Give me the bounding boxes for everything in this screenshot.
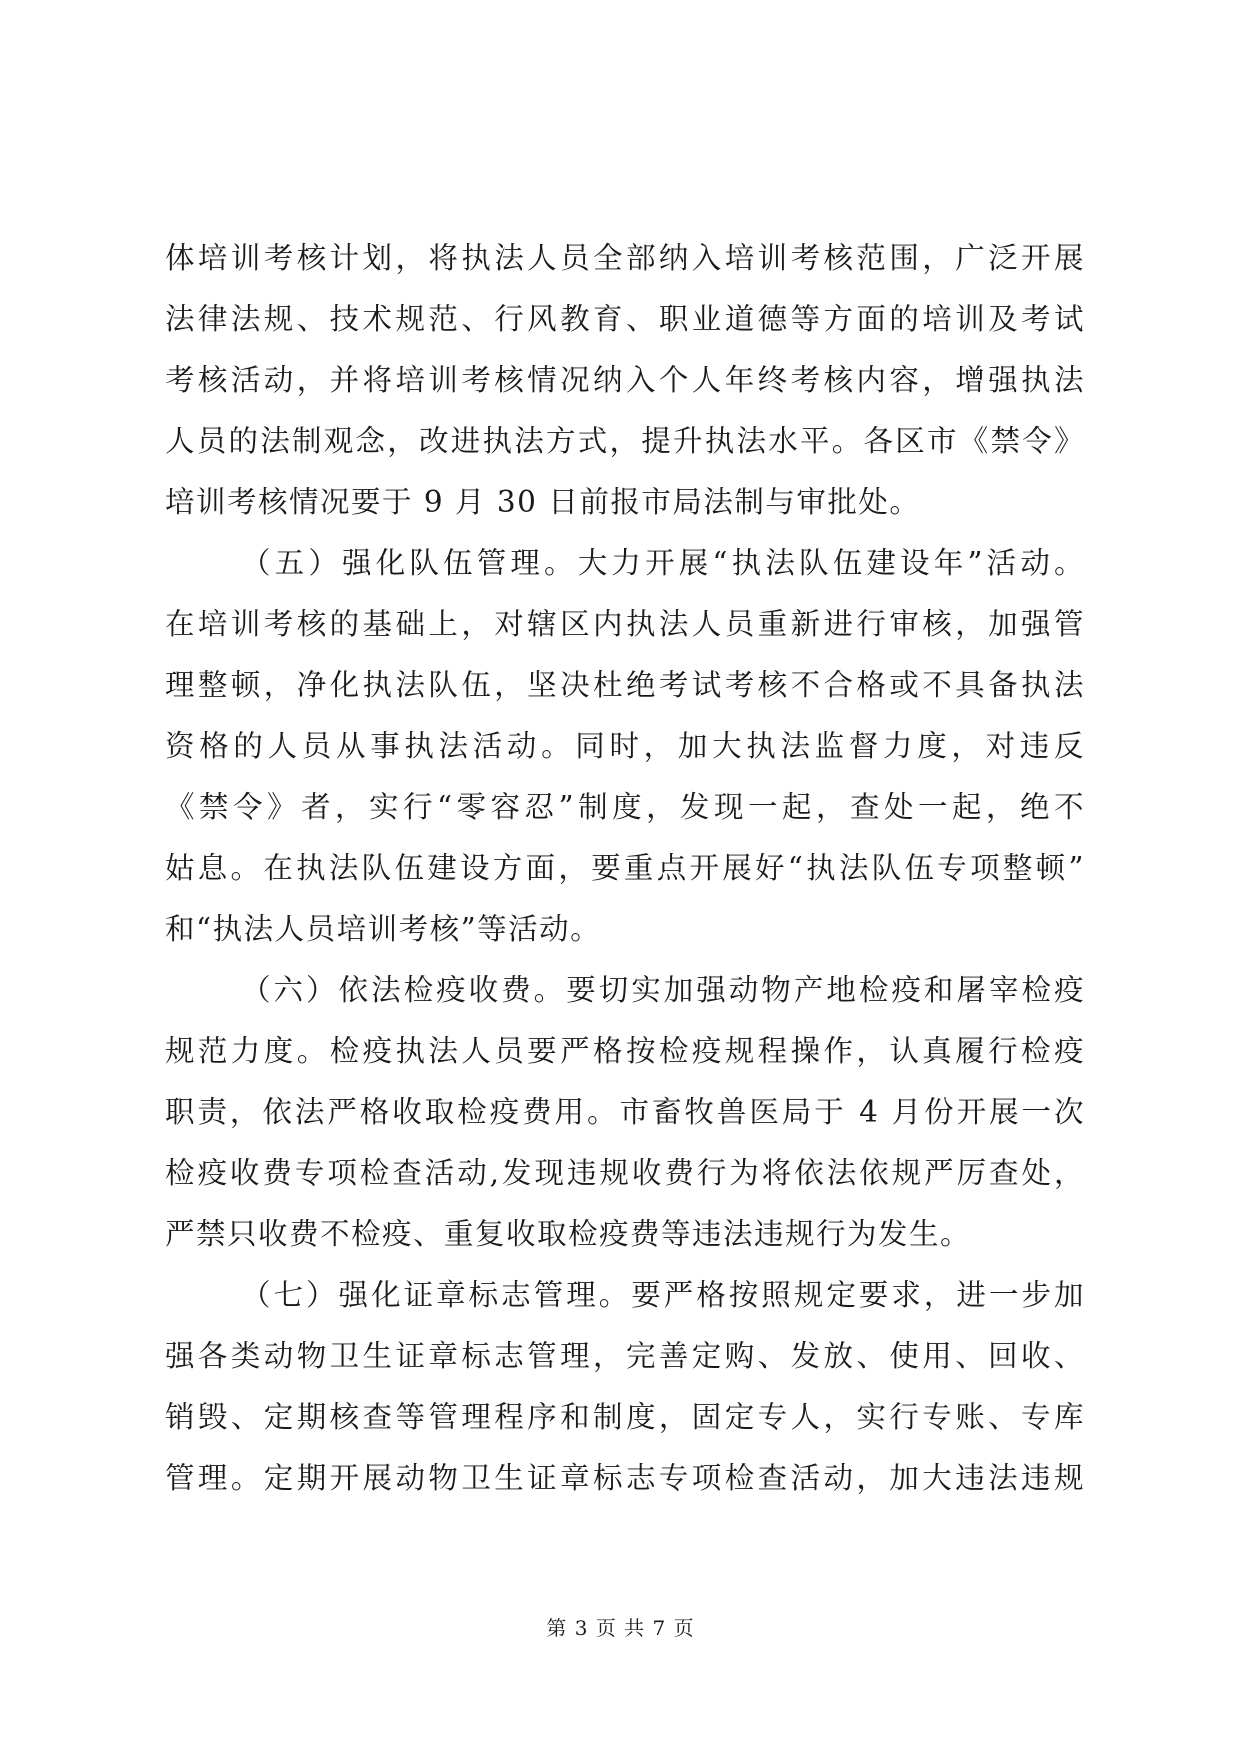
- text-line: 《禁令》者，实行“零容忍”制度，发现一起，查处一起，绝不: [165, 790, 1085, 824]
- text-line: 管理。定期开展动物卫生证章标志专项检查活动，加大违法违规: [165, 1461, 1085, 1495]
- text-line: 理整顿，净化执法队伍，坚决杜绝考试考核不合格或不具备执法: [165, 668, 1085, 702]
- text-line: 法律法规、技术规范、行风教育、职业道德等方面的培训及考试: [165, 302, 1085, 336]
- text-line: 考核活动，并将培训考核情况纳入个人年终考核内容，增强执法: [165, 363, 1085, 397]
- paragraph-start-line: （七）强化证章标志管理。要严格按照规定要求，进一步加: [241, 1278, 1085, 1312]
- text-line: 人员的法制观念，改进执法方式，提升执法水平。各区市《禁令》: [165, 424, 1085, 458]
- text-line: 体培训考核计划，将执法人员全部纳入培训考核范围，广泛开展: [165, 241, 1085, 275]
- paragraph-start-line: （六）依法检疫收费。要切实加强动物产地检疫和屠宰检疫: [241, 973, 1085, 1007]
- text-line: 检疫收费专项检查活动,发现违规收费行为将依法依规严厉查处，: [165, 1156, 1085, 1190]
- text-line: 规范力度。检疫执法人员要严格按检疫规程操作，认真履行检疫: [165, 1034, 1085, 1068]
- text-line: 强各类动物卫生证章标志管理，完善定购、发放、使用、回收、: [165, 1339, 1085, 1373]
- page-number-footer: 第 3 页 共 7 页: [546, 1616, 695, 1640]
- text-line: 和“执法人员培训考核”等活动。: [165, 912, 602, 946]
- paragraph-start-line: （五）强化队伍管理。大力开展“执法队伍建设年”活动。: [241, 546, 1085, 580]
- text-line: 在培训考核的基础上，对辖区内执法人员重新进行审核，加强管: [165, 607, 1085, 641]
- text-line: 职责，依法严格收取检疫费用。市畜牧兽医局于 4 月份开展一次: [165, 1095, 1085, 1129]
- text-line: 严禁只收费不检疫、重复收取检疫费等违法违规行为发生。: [165, 1217, 972, 1251]
- text-line: 销毁、定期核查等管理程序和制度，固定专人，实行专账、专库: [165, 1400, 1085, 1434]
- text-line: 姑息。在执法队伍建设方面，要重点开展好“执法队伍专项整顿”: [165, 851, 1085, 885]
- text-line: 资格的人员从事执法活动。同时，加大执法监督力度，对违反: [165, 729, 1085, 763]
- text-line: 培训考核情况要于 9 月 30 日前报市局法制与审批处。: [165, 485, 921, 519]
- document-body: [165, 228, 1085, 1509]
